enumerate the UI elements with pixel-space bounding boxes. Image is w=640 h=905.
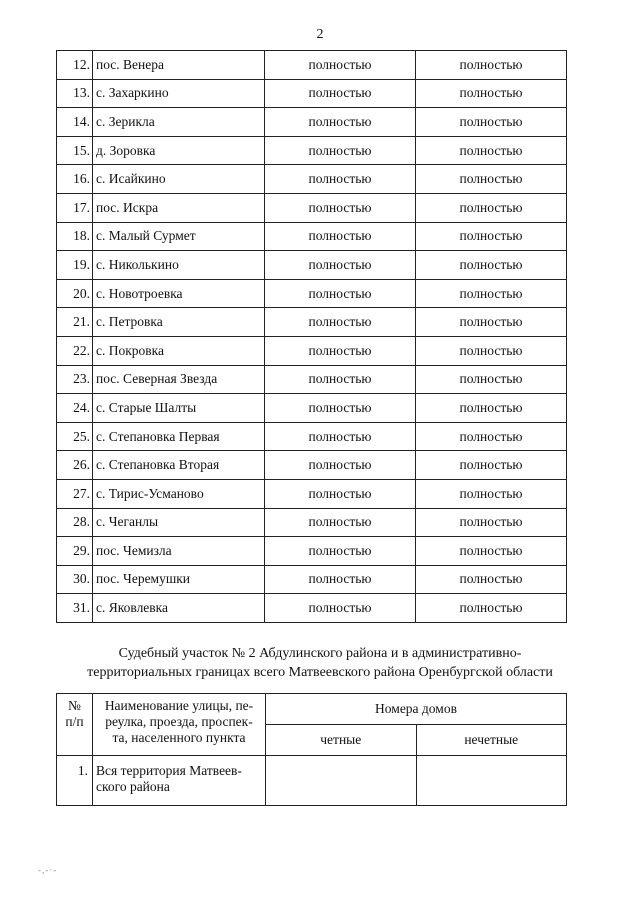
table-row: [57, 165, 567, 194]
row-odd: полностью: [416, 79, 567, 108]
row-name: пос. Искра: [93, 193, 265, 222]
row-num: 26.: [57, 451, 93, 480]
row-odd: полностью: [416, 479, 567, 508]
table-row: [57, 422, 567, 451]
row-odd: [416, 756, 567, 806]
table-row: [57, 308, 567, 337]
table-row: [57, 451, 567, 480]
row-even: полностью: [265, 222, 416, 251]
row-num: 30.: [57, 565, 93, 594]
table-row: [57, 108, 567, 137]
table-row: [57, 508, 567, 537]
row-even: полностью: [265, 193, 416, 222]
row-name: Вся территория Матвеев- ского района: [93, 756, 266, 806]
row-name: с. Зерикла: [93, 108, 265, 137]
row-odd: полностью: [416, 108, 567, 137]
row-odd: полностью: [416, 136, 567, 165]
table-row: [57, 51, 567, 80]
row-name: пос. Северная Звезда: [93, 365, 265, 394]
row-odd: полностью: [416, 165, 567, 194]
table-row: [57, 537, 567, 566]
row-num: 15.: [57, 136, 93, 165]
section-title: [40, 644, 600, 682]
row-even: [266, 756, 417, 806]
section-title-line2: территориальных границах всего Матвеевского района Оренбургской области: [87, 665, 553, 680]
row-num: 12.: [57, 51, 93, 80]
page-number: 2: [316, 27, 324, 42]
row-num: 31.: [57, 594, 93, 623]
row-even: полностью: [265, 394, 416, 423]
row-num: 20.: [57, 279, 93, 308]
row-name: пос. Чемизла: [93, 537, 265, 566]
row-name: с. Степановка Первая: [93, 422, 265, 451]
row-even: полностью: [265, 537, 416, 566]
row-num: 14.: [57, 108, 93, 137]
row-odd: полностью: [416, 308, 567, 337]
row-even: полностью: [265, 479, 416, 508]
row-name: с. Тирис-Усманово: [93, 479, 265, 508]
settlements-table: [56, 50, 567, 623]
table-row: [57, 756, 567, 806]
row-even: полностью: [265, 108, 416, 137]
row-name: с. Чеганлы: [93, 508, 265, 537]
row-name: с. Исайкино: [93, 165, 265, 194]
row-even: полностью: [265, 336, 416, 365]
table-header-row: [57, 694, 567, 725]
row-even: полностью: [265, 165, 416, 194]
table-row: [57, 565, 567, 594]
row-name: с. Захаркино: [93, 79, 265, 108]
row-num: 22.: [57, 336, 93, 365]
row-odd: полностью: [416, 422, 567, 451]
row-odd: полностью: [416, 565, 567, 594]
row-num: 25.: [57, 422, 93, 451]
row-name: с. Петровка: [93, 308, 265, 337]
table-row: [57, 136, 567, 165]
row-num: 19.: [57, 251, 93, 280]
row-num: 17.: [57, 193, 93, 222]
margin-mark: -,-·-: [38, 865, 58, 875]
row-name: с. Николькино: [93, 251, 265, 280]
row-odd: полностью: [416, 451, 567, 480]
table-row: [57, 594, 567, 623]
table-row: [57, 394, 567, 423]
row-num: 23.: [57, 365, 93, 394]
row-even: полностью: [265, 51, 416, 80]
row-name: с. Степановка Вторая: [93, 451, 265, 480]
row-odd: полностью: [416, 279, 567, 308]
row-odd: полностью: [416, 193, 567, 222]
row-name: с. Новотроевка: [93, 279, 265, 308]
row-even: полностью: [265, 422, 416, 451]
header-even: четные: [266, 725, 417, 756]
header-num: № п/п: [57, 694, 93, 756]
row-even: полностью: [265, 308, 416, 337]
row-odd: полностью: [416, 51, 567, 80]
row-even: полностью: [265, 508, 416, 537]
table-row: [57, 222, 567, 251]
row-even: полностью: [265, 451, 416, 480]
row-even: полностью: [265, 251, 416, 280]
row-num: 1.: [57, 756, 93, 806]
row-even: полностью: [265, 594, 416, 623]
row-num: 13.: [57, 79, 93, 108]
table-row: [57, 365, 567, 394]
row-num: 27.: [57, 479, 93, 508]
table-row: [57, 251, 567, 280]
row-even: полностью: [265, 279, 416, 308]
row-odd: полностью: [416, 394, 567, 423]
row-odd: полностью: [416, 251, 567, 280]
row-even: полностью: [265, 365, 416, 394]
row-odd: полностью: [416, 508, 567, 537]
row-name: с. Малый Сурмет: [93, 222, 265, 251]
table-row: [57, 193, 567, 222]
section-title-line1: Судебный участок № 2 Абдулинского района и в административно-: [118, 646, 522, 661]
row-num: 18.: [57, 222, 93, 251]
header-house-numbers: Номера домов: [266, 694, 567, 725]
table-row: [57, 336, 567, 365]
row-odd: полностью: [416, 222, 567, 251]
row-even: полностью: [265, 565, 416, 594]
row-even: полностью: [265, 79, 416, 108]
court-district-table: [56, 693, 567, 806]
row-name: пос. Венера: [93, 51, 265, 80]
table-row: [57, 479, 567, 508]
row-odd: полностью: [416, 537, 567, 566]
row-name: с. Старые Шалты: [93, 394, 265, 423]
row-num: 24.: [57, 394, 93, 423]
row-odd: полностью: [416, 365, 567, 394]
row-num: 21.: [57, 308, 93, 337]
row-name: д. Зоровка: [93, 136, 265, 165]
row-name: пос. Черемушки: [93, 565, 265, 594]
table-row: [57, 279, 567, 308]
table-row: [57, 79, 567, 108]
row-num: 29.: [57, 537, 93, 566]
row-num: 28.: [57, 508, 93, 537]
row-odd: полностью: [416, 336, 567, 365]
header-odd: нечетные: [416, 725, 567, 756]
row-num: 16.: [57, 165, 93, 194]
row-even: полностью: [265, 136, 416, 165]
row-name: с. Покровка: [93, 336, 265, 365]
row-odd: полностью: [416, 594, 567, 623]
header-name: Наименование улицы, пе- реулка, проезда, проспек- та, населенного пункта: [93, 694, 266, 756]
row-name: с. Яковлевка: [93, 594, 265, 623]
